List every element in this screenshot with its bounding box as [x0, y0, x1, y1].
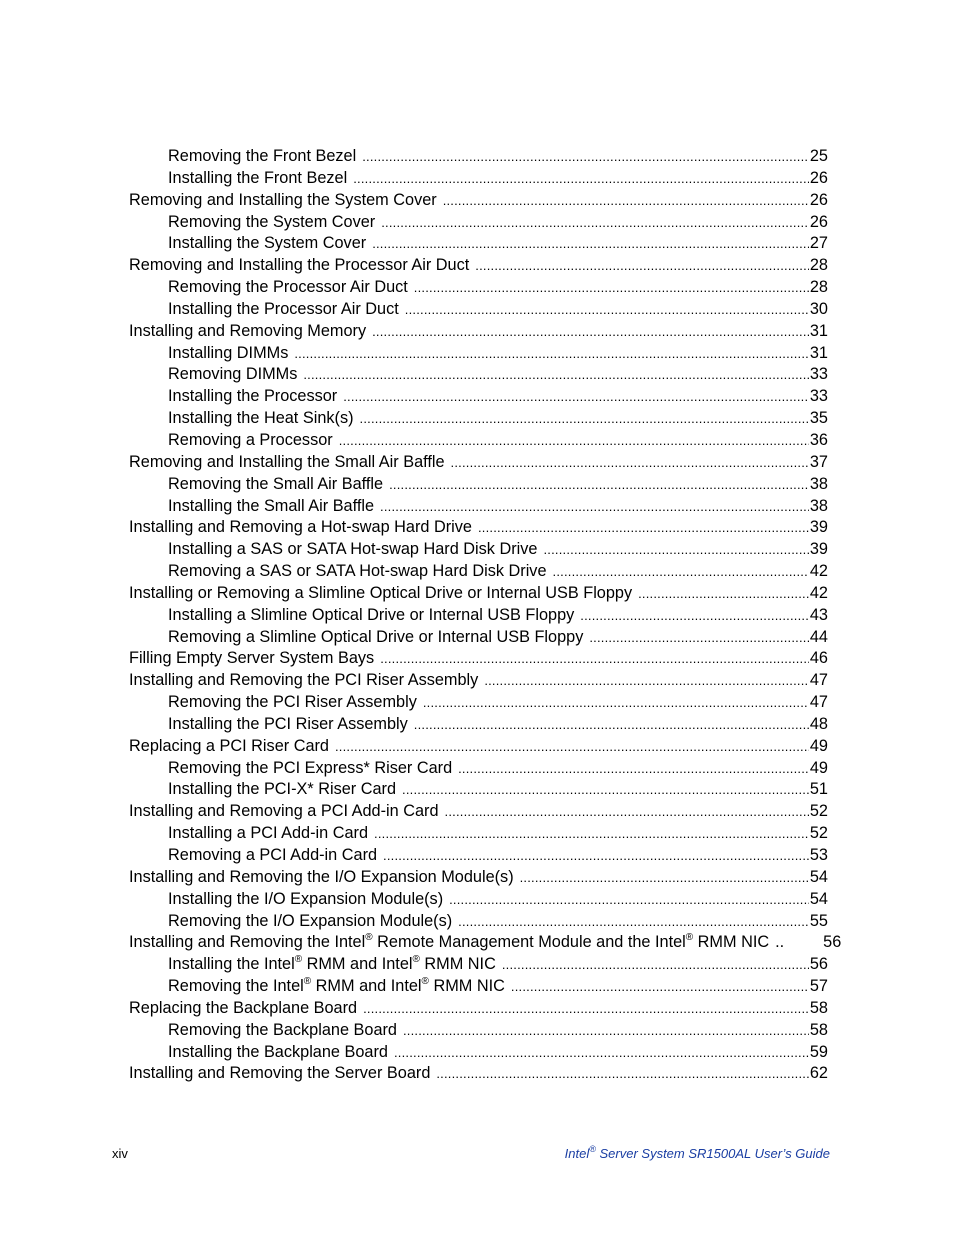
toc-entry[interactable] — [129, 911, 828, 933]
toc-entry-page: 55 — [809, 911, 828, 930]
toc-entry-title: Installing the System Cover — [168, 234, 367, 253]
toc-entry-page: 38 — [809, 496, 828, 515]
toc-entry-title: Removing the Small Air Baffle — [168, 474, 384, 493]
toc-entry-page: 31 — [809, 321, 828, 340]
toc-entry-page: 56 — [809, 955, 828, 974]
toc-entry-leader — [381, 212, 809, 234]
toc-entry-page: 59 — [809, 1042, 828, 1061]
toc-entry-leader — [414, 277, 809, 299]
toc-entry-page: 28 — [809, 256, 828, 275]
toc-entry-leader — [402, 779, 809, 801]
toc-main-list — [129, 146, 828, 932]
toc-entry-page: 26 — [809, 168, 828, 187]
toc-entry-leader — [449, 889, 809, 911]
toc-entry[interactable] — [129, 758, 828, 780]
toc-entry[interactable] — [129, 408, 828, 430]
toc-entry-page: 51 — [809, 780, 828, 799]
toc-entry-title: Installing and Removing a PCI Add-in Card — [129, 802, 439, 821]
toc-entry-leader — [360, 408, 809, 430]
toc-entry-page: 54 — [809, 867, 828, 886]
toc-entry-title: Removing DIMMs — [168, 365, 298, 384]
toc-entry[interactable] — [129, 364, 828, 386]
toc-entry-page: 35 — [809, 409, 828, 428]
toc-entry[interactable] — [129, 386, 828, 408]
toc-entry-leader — [343, 386, 809, 408]
toc-entry-title: Installing the Processor Air Duct — [168, 299, 399, 318]
toc-entry-leader — [553, 561, 809, 583]
toc-entry-leader — [511, 976, 809, 998]
toc-entry-title: Removing the I/O Expansion Module(s) — [168, 911, 453, 930]
toc-entry-page: 26 — [809, 190, 828, 209]
toc-entry-page: 48 — [809, 714, 828, 733]
toc-entry-leader — [380, 496, 809, 518]
toc-entry-page: 26 — [809, 212, 828, 231]
footer-brand: Intel — [564, 1146, 590, 1161]
toc-entry-title: Removing a PCI Add-in Card — [168, 846, 378, 864]
toc-entry-leader — [362, 146, 809, 168]
toc-entry[interactable] — [129, 517, 828, 539]
toc-entry-title: Replacing a PCI Riser Card — [129, 736, 329, 755]
toc-entry[interactable] — [129, 474, 828, 496]
toc-entry-leader — [502, 954, 809, 976]
toc-entry[interactable] — [129, 779, 828, 801]
toc-entry-leader — [423, 692, 809, 714]
toc-entry-page: 36 — [809, 430, 828, 449]
toc-entry[interactable] — [129, 583, 828, 605]
toc-entry-title: Installing the Intel® RMM and Intel® RMM NIC — [168, 954, 496, 974]
toc-entry-leader — [405, 299, 809, 321]
toc-entry-page: 52 — [809, 802, 828, 821]
toc-entry[interactable] — [129, 146, 828, 168]
toc-entry-leader — [372, 321, 809, 343]
toc-entry-title: Filling Empty Server System Bays — [129, 649, 375, 668]
toc-entry-rmm-remove[interactable] — [129, 976, 828, 998]
toc-entry-leader — [484, 670, 809, 692]
toc-entry-page: 25 — [809, 147, 828, 165]
toc-entry-leader — [443, 190, 809, 212]
toc-entry-leader — [383, 845, 809, 867]
toc-entry-leader — [589, 627, 809, 649]
toc-entry[interactable] — [129, 692, 828, 714]
toc-entry-page: 52 — [809, 824, 828, 843]
toc-entry-title: Installing and Removing the Intel® Remote Management Module and the Intel® RMM NIC — [129, 932, 770, 952]
toc-entry-page: 56 — [823, 933, 842, 952]
toc-entry-leader — [403, 1020, 809, 1042]
toc-entry-title: Removing a SAS or SATA Hot-swap Hard Disk Drive — [168, 562, 547, 581]
toc-entry[interactable] — [129, 823, 828, 845]
toc-entry-leader — [478, 517, 809, 539]
toc-entry-title: Installing the Small Air Baffle — [168, 496, 375, 515]
toc-entry-page: 33 — [809, 387, 828, 406]
toc-entry[interactable] — [129, 233, 828, 255]
toc-entry-leader — [380, 648, 809, 670]
toc-entry-page: 42 — [809, 562, 828, 581]
toc-entry[interactable] — [129, 299, 828, 321]
toc-entry-title: Installing the PCI-X* Riser Card — [168, 780, 397, 799]
toc-entry-title: Installing the PCI Riser Assembly — [168, 714, 408, 733]
toc-entry-page: 57 — [809, 977, 828, 996]
toc-entry-leader — [638, 583, 809, 605]
toc-entry-leader — [543, 539, 808, 561]
toc-entry-leader — [458, 758, 809, 780]
toc-entry[interactable] — [129, 670, 828, 692]
toc-entry[interactable] — [129, 736, 828, 758]
toc-entry-title: Removing the PCI Riser Assembly — [168, 693, 417, 712]
toc-entry-leader — [303, 364, 809, 386]
toc-entry-page: 49 — [809, 736, 828, 755]
toc-entry-rmm[interactable] — [129, 932, 842, 954]
toc-entry-page: 58 — [809, 1020, 828, 1039]
toc-entry-page: 38 — [809, 474, 828, 493]
toc-entry-title: Installing a SAS or SATA Hot-swap Hard Disk Drive — [168, 540, 538, 559]
toc-entry-leader — [475, 255, 809, 277]
toc-entry-page: 44 — [809, 627, 828, 646]
toc-entry-page: 27 — [809, 234, 828, 253]
footer-page-number: xiv — [112, 1146, 128, 1161]
toc-entry-title: Installing or Removing a Slimline Optical Drive or Internal USB Floppy — [129, 583, 633, 602]
toc-entry-leader — [339, 430, 809, 452]
toc-entry-page: 31 — [809, 343, 828, 362]
table-of-contents — [129, 146, 842, 1085]
toc-entry[interactable] — [129, 1063, 828, 1085]
toc-entry[interactable] — [129, 343, 828, 365]
toc-entry-page: 39 — [809, 540, 828, 559]
toc-entry-leader — [445, 801, 809, 823]
toc-entry[interactable] — [129, 539, 828, 561]
toc-entry-title: Removing a Slimline Optical Drive or Internal USB Floppy — [168, 627, 584, 646]
toc-entry-title: Installing the Heat Sink(s) — [168, 409, 354, 428]
toc-entry-title: Removing the System Cover — [168, 212, 376, 231]
toc-entry[interactable] — [129, 430, 828, 452]
toc-entry-leader — [372, 233, 809, 255]
toc-entry[interactable] — [129, 496, 828, 518]
toc-entry-leader — [580, 605, 809, 627]
toc-tail-list — [129, 998, 828, 1085]
toc-entry-title: Removing the Processor Air Duct — [168, 278, 408, 297]
toc-entry-page: 49 — [809, 758, 828, 777]
toc-entry-leader — [520, 867, 809, 889]
toc-entry-page: 37 — [809, 452, 828, 471]
toc-entry-title: Removing the Front Bezel — [168, 147, 357, 165]
toc-entry-page: 46 — [809, 649, 828, 668]
toc-entry-leader — [353, 168, 809, 190]
toc-entry-leader — [436, 1063, 809, 1085]
toc-entry[interactable] — [129, 212, 828, 234]
toc-entry-leader — [294, 343, 809, 365]
toc-entry[interactable] — [129, 277, 828, 299]
toc-entry-page: 58 — [809, 998, 828, 1017]
toc-entry-page: 62 — [809, 1064, 828, 1083]
toc-entry-title: Installing and Removing Memory — [129, 321, 367, 340]
toc-entry[interactable] — [129, 190, 828, 212]
toc-entry[interactable] — [129, 627, 828, 649]
toc-entry-title: Installing a PCI Add-in Card — [168, 824, 369, 843]
toc-entry[interactable] — [129, 605, 828, 627]
toc-entry-title: Installing and Removing the Server Board — [129, 1064, 431, 1083]
toc-entry-title: Installing and Removing the I/O Expansion Module(s) — [129, 867, 514, 886]
toc-entry-leader: .. — [775, 933, 785, 952]
toc-entry-title: Removing the PCI Express* Riser Card — [168, 758, 453, 777]
toc-entry-page: 42 — [809, 583, 828, 602]
toc-entry-title: Removing and Installing the Small Air Baffle — [129, 452, 445, 471]
toc-entry[interactable] — [129, 1020, 828, 1042]
toc-entry[interactable] — [129, 452, 828, 474]
toc-entry[interactable] — [129, 321, 828, 343]
toc-entry-page: 47 — [809, 671, 828, 690]
toc-entry-title: Installing the Backplane Board — [168, 1042, 388, 1061]
toc-entry[interactable] — [129, 561, 828, 583]
toc-entry-title: Removing and Installing the Processor Air Duct — [129, 256, 470, 275]
toc-entry[interactable] — [129, 1042, 828, 1064]
footer-registered-mark: ® — [589, 1144, 596, 1154]
toc-entry-page: 54 — [809, 889, 828, 908]
toc-entry-leader — [458, 911, 809, 933]
toc-entry-leader — [363, 998, 809, 1020]
toc-entry-page: 33 — [809, 365, 828, 384]
toc-entry-page: 28 — [809, 278, 828, 297]
toc-entry-leader — [451, 452, 809, 474]
toc-entry[interactable] — [129, 255, 828, 277]
footer-document-title — [565, 1146, 830, 1161]
toc-entry-leader — [389, 474, 809, 496]
toc-entry-leader — [335, 736, 809, 758]
toc-entry[interactable] — [129, 889, 828, 911]
toc-entry-title: Installing and Removing the PCI Riser Assembly — [129, 671, 479, 690]
toc-entry-page: 53 — [809, 846, 828, 864]
toc-entry-page: 39 — [809, 518, 828, 537]
toc-entry[interactable] — [129, 845, 828, 867]
toc-entry-title: Installing the Processor — [168, 387, 338, 406]
toc-entry-title: Replacing the Backplane Board — [129, 998, 358, 1017]
toc-entry-page: 43 — [809, 605, 828, 624]
toc-entry-title: Removing the Backplane Board — [168, 1020, 397, 1039]
toc-entry[interactable] — [129, 648, 828, 670]
toc-entry-title: Removing the Intel® RMM and Intel® RMM NIC — [168, 976, 505, 996]
toc-entry-leader — [394, 1042, 809, 1064]
toc-entry-title: Removing and Installing the System Cover — [129, 190, 437, 209]
footer-title-text: Server System SR1500AL User’s Guide — [595, 1146, 830, 1161]
toc-entry-title: Installing the I/O Expansion Module(s) — [168, 889, 444, 908]
toc-entry[interactable] — [129, 867, 828, 889]
toc-entry-title: Installing a Slimline Optical Drive or Internal USB Floppy — [168, 605, 575, 624]
toc-entry-leader — [414, 714, 809, 736]
toc-entry[interactable] — [129, 714, 828, 736]
toc-entry-title: Installing DIMMs — [168, 343, 289, 362]
toc-entry[interactable] — [129, 801, 828, 823]
toc-entry[interactable] — [129, 998, 828, 1020]
toc-entry-page: 30 — [809, 299, 828, 318]
toc-entry[interactable] — [129, 168, 828, 190]
toc-entry-title: Installing the Front Bezel — [168, 168, 348, 187]
toc-entry-title: Installing and Removing a Hot-swap Hard Drive — [129, 518, 472, 537]
toc-entry-page: 47 — [809, 693, 828, 712]
toc-entry-leader — [374, 823, 809, 845]
toc-entry-title: Removing a Processor — [168, 430, 333, 449]
toc-entry-rmm-install[interactable] — [129, 954, 828, 976]
